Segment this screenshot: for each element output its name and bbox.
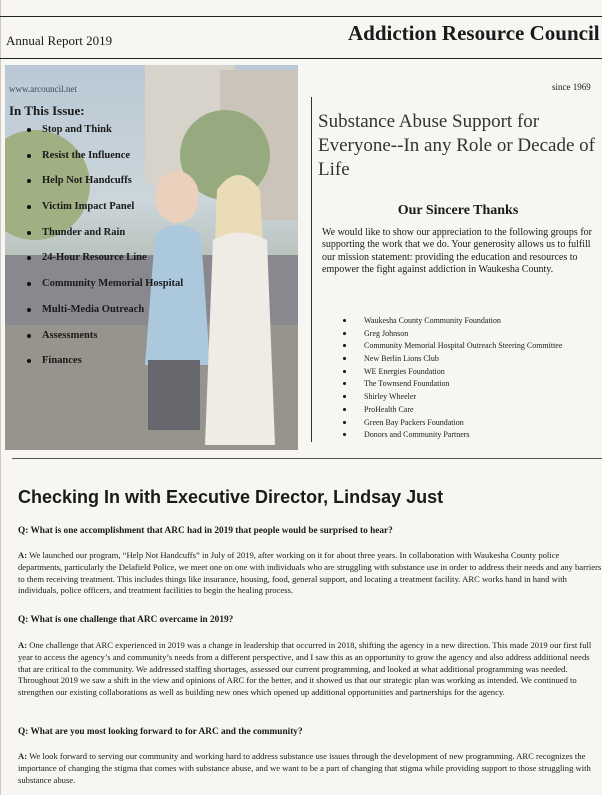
toc-item: Multi-Media Outreach <box>5 303 183 329</box>
donor-item: WE Energies Foundation <box>322 367 562 380</box>
annual-report-label: Annual Report 2019 <box>6 33 113 48</box>
donor-item: Green Bay Packers Foundation <box>322 418 562 431</box>
section-divider <box>12 458 602 459</box>
answer <box>18 550 602 597</box>
answer-text: We look forward to serving our community and working hard to address substance use issues through the development of new programming. ARC recognizes the importance of changing the stigma that comes with substance abuse, and we want to be a part of changing that stigma while providing support to those struggling with substance abuse. <box>18 751 591 785</box>
toc-item: Help Not Handcuffs <box>5 174 183 200</box>
donor-item: Shirley Wheeler <box>322 392 562 405</box>
toc-item: Finances <box>5 354 183 380</box>
toc-item: Resist the Influence <box>5 149 183 175</box>
donor-item: The Townsend Foundation <box>322 379 562 392</box>
column-divider <box>311 97 312 442</box>
thanks-paragraph: We would like to show our appreciation to the following groups for supporting the work that we do. Your generosity allows us to fulfill our mission statement: providing the education and resources to empower the fight against addiction in Waukesha County. <box>322 227 592 276</box>
question: Q: What is one accomplishment that ARC had in 2019 that people would be surprised to hear? <box>18 526 393 536</box>
organization-name: Addiction Resource Council <box>348 21 600 45</box>
donor-item: ProHealth Care <box>322 405 562 418</box>
donor-item: Donors and Community Partners <box>322 430 562 443</box>
masthead-bottom-rule <box>0 58 602 59</box>
toc-item: Thunder and Rain <box>5 226 183 252</box>
toc-item: Assessments <box>5 329 183 355</box>
donor-item: Community Memorial Hospital Outreach Steering Committee <box>322 341 562 354</box>
since-label: since 1969 <box>552 82 591 92</box>
toc-list <box>5 123 183 380</box>
toc-item: Victim Impact Panel <box>5 200 183 226</box>
website-url[interactable]: www.arcouncil.net <box>9 84 77 94</box>
answer-prefix: A: <box>18 751 28 761</box>
toc-heading: In This Issue: <box>9 103 85 118</box>
donor-item: New Berlin Lions Club <box>322 354 562 367</box>
toc-item: Community Memorial Hospital <box>5 277 183 303</box>
question: Q: What is one challenge that ARC overcame in 2019? <box>18 615 234 625</box>
masthead-top-rule <box>0 16 602 17</box>
answer-text: One challenge that ARC experienced in 2019 was a change in leadership that occurred in 2018, shifting the agency in a new direction. This made 2019 our first full year to access the agency’s and community’s needs from a different perspective, and I saw this as an opportunity to grow the agency and also address additional needs that are critical to the community. We addressed staffing shortages, assessed our current programming, and looked at what additional programming was needed. Throughout 2019 we saw a shift in the view and opinions of ARC for the better, and it showed us that our strategic plan was working as intended. We continued to strengthen our existing collaborations as well as building new ones which opened up additional opportunities and partnerships for the agency. <box>18 640 592 698</box>
answer-prefix: A: <box>18 550 28 560</box>
headline: Substance Abuse Support for Everyone--In any Role or Decade of Life <box>318 111 595 180</box>
answer <box>18 751 602 786</box>
answer-text: We launched our program, “Help Not Handcuffs” in July of 2019, after working on it for about three years. In collaboration with Waukesha County police departments, particularly the Delafield Police, we meet one on one with individuals who are struggling with substance use in order to address their needs and any barriers to them receiving treatment. This includes things like insurance, housing, food, general support, and locating a treatment facility. ARC works hand in hand with individuals, police officers, and treatment facilities to begin the healing process. <box>18 550 602 596</box>
thanks-heading: Our Sincere Thanks <box>397 203 519 218</box>
toc-item: 24-Hour Resource Line <box>5 251 183 277</box>
cover-photo <box>5 65 298 450</box>
interview-title: Checking In with Executive Director, Lindsay Just <box>18 487 444 507</box>
toc-item: Stop and Think <box>5 123 183 149</box>
donor-item: Greg Johnson <box>322 329 562 342</box>
donor-list <box>322 316 562 443</box>
question: Q: What are you most looking forward to for ARC and the community? <box>18 727 303 737</box>
answer-prefix: A: <box>18 640 28 650</box>
donor-item: Waukesha County Community Foundation <box>322 316 562 329</box>
answer <box>18 640 602 699</box>
